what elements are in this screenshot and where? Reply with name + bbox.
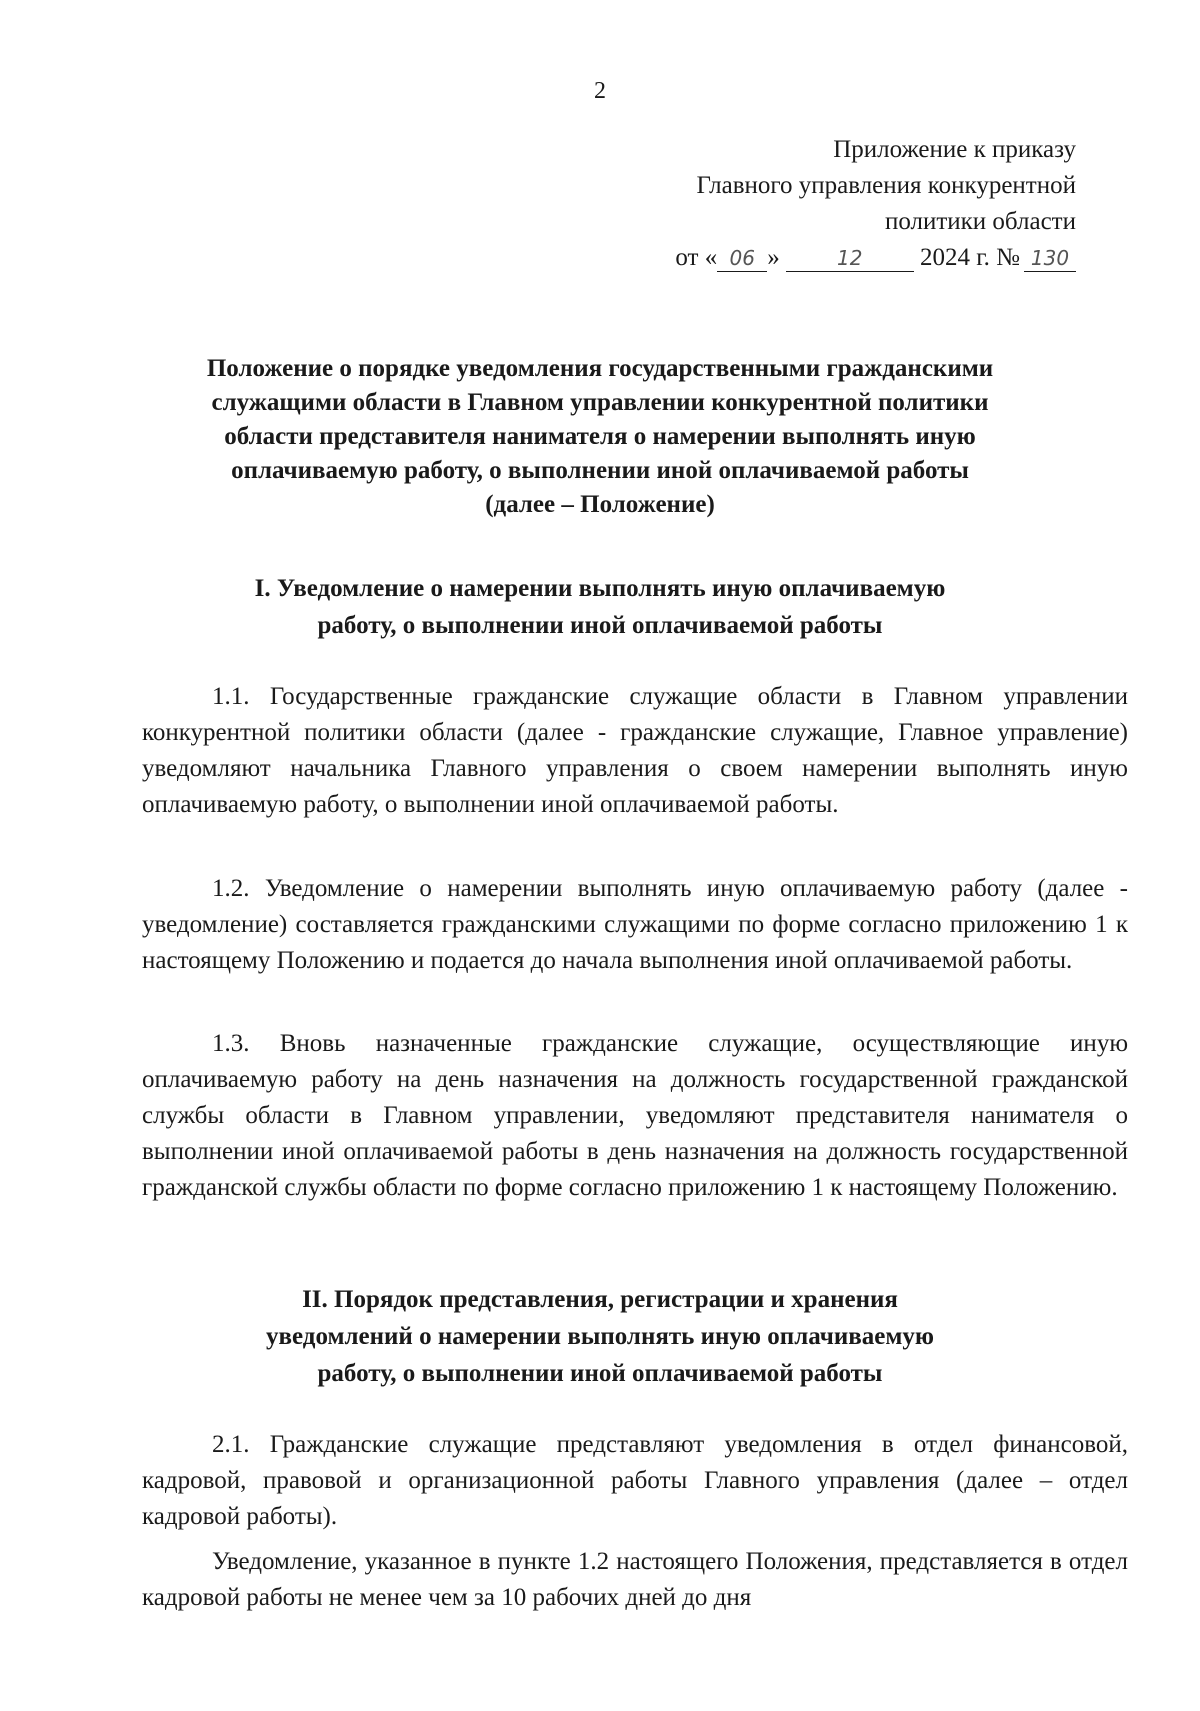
handwritten-month: 12 [786, 245, 914, 272]
year-text: 2024 г. № [919, 244, 1020, 271]
appendix-date-line [675, 240, 1076, 276]
section-1-heading-line-1: I. Уведомление о намерении выполнять иную оплачиваемую [254, 575, 946, 602]
date-mid: » [767, 244, 780, 271]
section-2-heading [140, 1281, 1060, 1392]
section-2-heading-line-2: уведомлений о намерении выполнять иную оплачиваемую [266, 1323, 934, 1350]
title-line-1: Положение о порядке уведомления государственными гражданскими [206, 355, 994, 382]
document-title [140, 352, 1060, 522]
appendix-line-2: Главного управления конкурентной [696, 172, 1076, 199]
date-prefix: от « [675, 244, 718, 271]
handwritten-order-number: 130 [1024, 245, 1076, 272]
section-1-heading [140, 570, 1060, 644]
title-line-3: области представителя нанимателя о намерении выполнять иную [224, 423, 976, 450]
paragraph-2-1-continued: Уведомление, указанное в пункте 1.2 настоящего Положения, представляется в отдел кадровой работы не менее чем за 10 рабочих дней до дня [142, 1548, 1128, 1611]
appendix-line-1: Приложение к приказу [833, 136, 1076, 163]
paragraph-1-1: 1.1. Государственные гражданские служащие области в Главном управлении конкурентной политики области (далее - гражданские служащие, Главное управление) уведомляют начальника Главного управления о своем намерении выполнять иную оплачиваемую работу, о выполнении иной оплачиваемой работы. [142, 683, 1128, 818]
title-line-5: (далее – Положение) [485, 491, 715, 518]
paragraph-1-3: 1.3. Вновь назначенные гражданские служащие, осуществляющие иную оплачиваемую работу на день назначения на должность государственной гражданской службы области в Главном управлении, уведомляют представителя нанимателя о выполнении иной оплачиваемой работы в день назначения на должность государственной гражданской службы области по форме согласно приложению 1 к настоящему Положению. [142, 1030, 1128, 1201]
paragraph-1-2: 1.2. Уведомление о намерении выполнять иную оплачиваемую работу (далее - уведомление) составляется гражданскими служащими по форме согласно приложению 1 к настоящему Положению и подается до начала выполнения иной оплачиваемой работы. [142, 875, 1128, 974]
title-line-4: оплачиваемую работу, о выполнении иной оплачиваемой работы [231, 457, 969, 484]
section-1-heading-line-2: работу, о выполнении иной оплачиваемой работы [317, 612, 883, 639]
section-2-heading-line-3: работу, о выполнении иной оплачиваемой работы [317, 1360, 883, 1387]
appendix-line-3: политики области [884, 208, 1076, 235]
handwritten-day: 06 [717, 245, 767, 272]
section-2-heading-line-1: II. Порядок представления, регистрации и хранения [302, 1286, 898, 1313]
appendix-block [675, 132, 1076, 276]
page-number: 2 [594, 78, 606, 104]
paragraph-2-1: 2.1. Гражданские служащие представляют уведомления в отдел финансовой, кадровой, правовой и организационной работы Главного управления (далее – отдел кадровой работы). [142, 1431, 1128, 1530]
title-line-2: служащими области в Главном управлении конкурентной политики [211, 389, 989, 416]
